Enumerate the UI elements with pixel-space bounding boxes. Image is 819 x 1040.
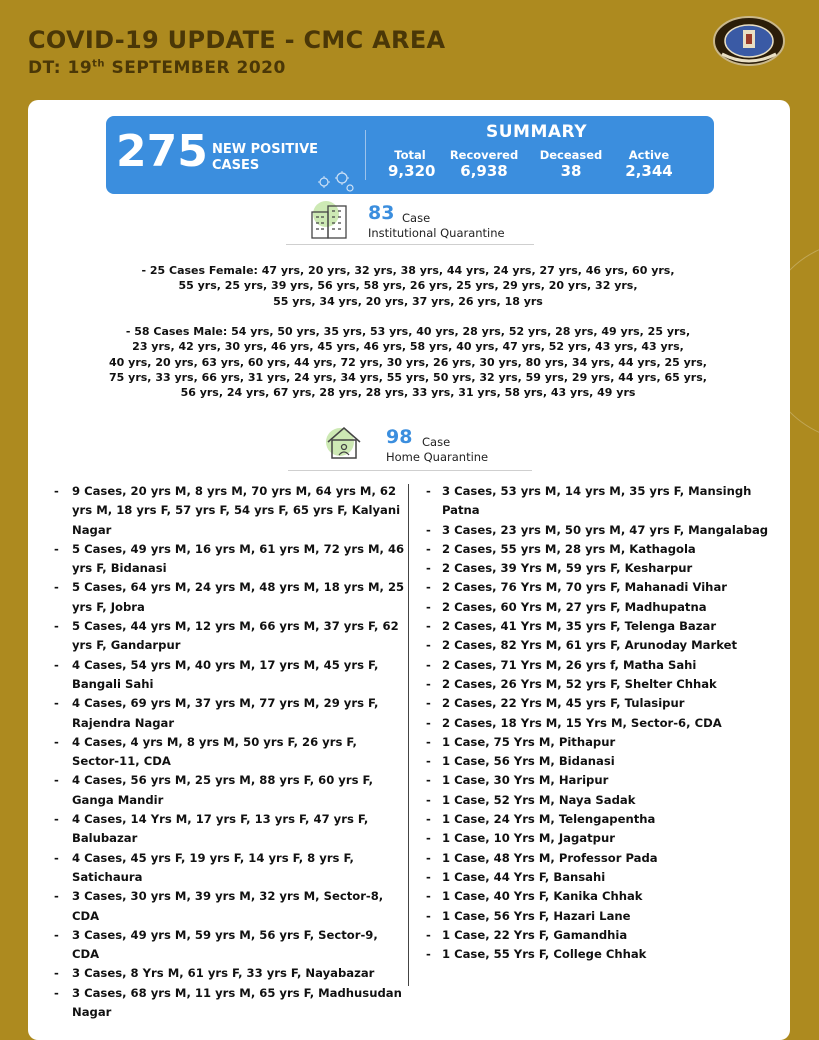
- list-item: - 1 Case, 40 Yrs F, Kanika Chhak: [426, 887, 776, 906]
- list-item: - 4 Cases, 45 yrs F, 19 yrs F, 14 yrs F, 8 yrs F, Satichaura: [54, 849, 406, 888]
- stat-label: Active: [628, 148, 670, 162]
- stat-value: 2,344: [625, 162, 673, 180]
- home-label: Home Quarantine: [386, 450, 489, 464]
- building-icon: [308, 200, 352, 240]
- municipal-corporation-logo: [712, 14, 786, 68]
- list-item: - 3 Cases, 49 yrs M, 59 yrs M, 56 yrs F, Sector-9, CDA: [54, 926, 406, 965]
- content-card: [28, 100, 790, 1040]
- stat-value: 9,320: [388, 162, 436, 180]
- female-line: 55 yrs, 25 yrs, 39 yrs, 56 yrs, 58 yrs, 26 yrs, 25 yrs, 29 yrs, 20 yrs, 32 yrs,: [178, 279, 638, 293]
- list-item: - 2 Cases, 22 Yrs M, 45 yrs F, Tulasipur: [426, 694, 776, 713]
- list-item: - 2 Cases, 82 Yrs M, 61 yrs F, Arunoday Market: [426, 636, 776, 655]
- new-cases-count: 275: [116, 126, 208, 177]
- home-case-word: Case: [422, 435, 451, 449]
- list-item: - 9 Cases, 20 yrs M, 8 yrs M, 70 yrs M, 64 yrs M, 62 yrs M, 18 yrs F, 57 yrs F, 54 yrs F, 65 yrs F, Kalyani Nagar: [54, 482, 406, 540]
- institutional-label: Institutional Quarantine: [368, 226, 505, 240]
- list-item: - 5 Cases, 64 yrs M, 24 yrs M, 48 yrs M, 18 yrs M, 25 yrs F, Jobra: [54, 578, 406, 617]
- list-item: - 3 Cases, 23 yrs M, 50 yrs M, 47 yrs F, Mangalabag: [426, 521, 776, 540]
- female-line: - 25 Cases Female: 47 yrs, 20 yrs, 32 yrs, 38 yrs, 44 yrs, 24 yrs, 27 yrs, 46 yrs, 60 yrs,: [141, 264, 675, 277]
- male-cases-list: [88, 324, 728, 400]
- date-suffix: SEPTEMBER 2020: [105, 58, 286, 78]
- stat-label: Recovered: [449, 148, 519, 162]
- list-item: - 1 Case, 30 Yrs M, Haripur: [426, 771, 776, 790]
- list-item: - 2 Cases, 39 Yrs M, 59 yrs F, Kesharpur: [426, 559, 776, 578]
- home-list-left: [54, 482, 406, 1022]
- home-underline: [288, 470, 532, 471]
- list-item: - 2 Cases, 76 Yrs M, 70 yrs F, Mahanadi Vihar: [426, 578, 776, 597]
- list-item: - 2 Cases, 26 Yrs M, 52 yrs F, Shelter Chhak: [426, 675, 776, 694]
- column-divider: [408, 484, 409, 986]
- home-count: 98: [386, 426, 413, 448]
- institutional-count: 83: [368, 202, 395, 224]
- list-item: - 3 Cases, 8 Yrs M, 61 yrs F, 33 yrs F, Nayabazar: [54, 964, 406, 983]
- list-item: - 3 Cases, 53 yrs M, 14 yrs M, 35 yrs F, Mansingh Patna: [426, 482, 776, 521]
- list-item: - 4 Cases, 4 yrs M, 8 yrs M, 50 yrs F, 26 yrs F, Sector-11, CDA: [54, 733, 406, 772]
- home-icon: [322, 422, 366, 462]
- list-item: - 1 Case, 55 Yrs F, College Chhak: [426, 945, 776, 964]
- list-item: - 3 Cases, 68 yrs M, 11 yrs M, 65 yrs F, Madhusudan Nagar: [54, 984, 406, 1023]
- stat-deceased: [536, 148, 606, 180]
- male-line: 40 yrs, 20 yrs, 63 yrs, 60 yrs, 44 yrs, 72 yrs, 30 yrs, 26 yrs, 30 yrs, 80 yrs, 34 yrs, 44 yrs, 25 yrs,: [109, 355, 707, 369]
- institutional-underline: [286, 244, 534, 245]
- list-item: - 1 Case, 56 Yrs M, Bidanasi: [426, 752, 776, 771]
- new-cases-label: [212, 142, 318, 174]
- report-date: [28, 58, 286, 78]
- list-item: - 4 Cases, 14 Yrs M, 17 yrs F, 13 yrs F, 47 yrs F, Balubazar: [54, 810, 406, 849]
- page-title: COVID-19 UPDATE - CMC AREA: [28, 26, 446, 54]
- female-line: 55 yrs, 34 yrs, 20 yrs, 37 yrs, 26 yrs, 18 yrs: [273, 294, 543, 308]
- list-item: - 2 Cases, 55 yrs M, 28 yrs M, Kathagola: [426, 540, 776, 559]
- institutional-case-word: Case: [402, 211, 431, 225]
- list-item: - 1 Case, 22 Yrs F, Gamandhia: [426, 926, 776, 945]
- stat-value: 38: [560, 162, 582, 180]
- stat-recovered: [448, 148, 520, 180]
- summary-banner: [106, 116, 714, 194]
- list-item: - 1 Case, 56 Yrs F, Hazari Lane: [426, 907, 776, 926]
- list-item: - 1 Case, 10 Yrs M, Jagatpur: [426, 829, 776, 848]
- list-item: - 3 Cases, 30 yrs M, 39 yrs M, 32 yrs M, Sector-8, CDA: [54, 887, 406, 926]
- female-cases-list: [88, 263, 728, 309]
- new-cases-label-line1: NEW POSITIVE: [212, 142, 319, 157]
- male-line: 75 yrs, 33 yrs, 66 yrs, 31 yrs, 24 yrs, 34 yrs, 55 yrs, 50 yrs, 32 yrs, 59 yrs, 29 yrs, 44 yrs, 65 yrs,: [109, 370, 707, 384]
- list-item: - 4 Cases, 69 yrs M, 37 yrs M, 77 yrs M, 29 yrs F, Rajendra Nagar: [54, 694, 406, 733]
- list-item: - 2 Cases, 60 Yrs M, 27 yrs F, Madhupatna: [426, 598, 776, 617]
- stat-label: Deceased: [539, 148, 603, 162]
- male-line: 56 yrs, 24 yrs, 67 yrs, 28 yrs, 28 yrs, 33 yrs, 31 yrs, 58 yrs, 43 yrs, 49 yrs: [180, 386, 636, 400]
- list-item: - 1 Case, 44 Yrs F, Bansahi: [426, 868, 776, 887]
- virus-icon: [314, 168, 358, 194]
- list-item: - 1 Case, 52 Yrs M, Naya Sadak: [426, 791, 776, 810]
- home-list-right: [426, 482, 776, 964]
- list-item: - 5 Cases, 49 yrs M, 16 yrs M, 61 yrs M, 72 yrs M, 46 yrs F, Bidanasi: [54, 540, 406, 579]
- list-item: - 2 Cases, 71 Yrs M, 26 yrs f, Matha Sahi: [426, 656, 776, 675]
- male-line: - 58 Cases Male: 54 yrs, 50 yrs, 35 yrs, 53 yrs, 40 yrs, 28 yrs, 52 yrs, 28 yrs, 49 yrs, 25 yrs,: [125, 325, 691, 338]
- list-item: - 1 Case, 75 Yrs M, Pithapur: [426, 733, 776, 752]
- list-item: - 5 Cases, 44 yrs M, 12 yrs M, 66 yrs M, 37 yrs F, 62 yrs F, Gandarpur: [54, 617, 406, 656]
- list-item: - 4 Cases, 54 yrs M, 40 yrs M, 17 yrs M, 45 yrs F, Bangali Sahi: [54, 656, 406, 695]
- new-cases-label-line2: CASES: [212, 158, 260, 173]
- banner-divider: [365, 130, 366, 180]
- male-line: 23 yrs, 42 yrs, 30 yrs, 46 yrs, 45 yrs, 46 yrs, 58 yrs, 40 yrs, 47 yrs, 52 yrs, 43 yrs, 43 yrs,: [132, 340, 684, 354]
- list-item: - 4 Cases, 56 yrs M, 25 yrs M, 88 yrs F, 60 yrs F, Ganga Mandir: [54, 771, 406, 810]
- list-item: - 1 Case, 24 Yrs M, Telengapentha: [426, 810, 776, 829]
- stat-total: [388, 148, 436, 180]
- list-item: - 2 Cases, 18 Yrs M, 15 Yrs M, Sector-6, CDA: [426, 714, 776, 733]
- date-prefix: DT: 19: [28, 58, 93, 78]
- date-ordinal: th: [92, 58, 106, 70]
- stat-value: 6,938: [460, 162, 508, 180]
- stat-active: [622, 148, 676, 180]
- summary-title: SUMMARY: [486, 122, 588, 142]
- list-item: - 1 Case, 48 Yrs M, Professor Pada: [426, 849, 776, 868]
- stat-label: Total: [394, 148, 426, 162]
- list-item: - 2 Cases, 41 Yrs M, 35 yrs F, Telenga Bazar: [426, 617, 776, 636]
